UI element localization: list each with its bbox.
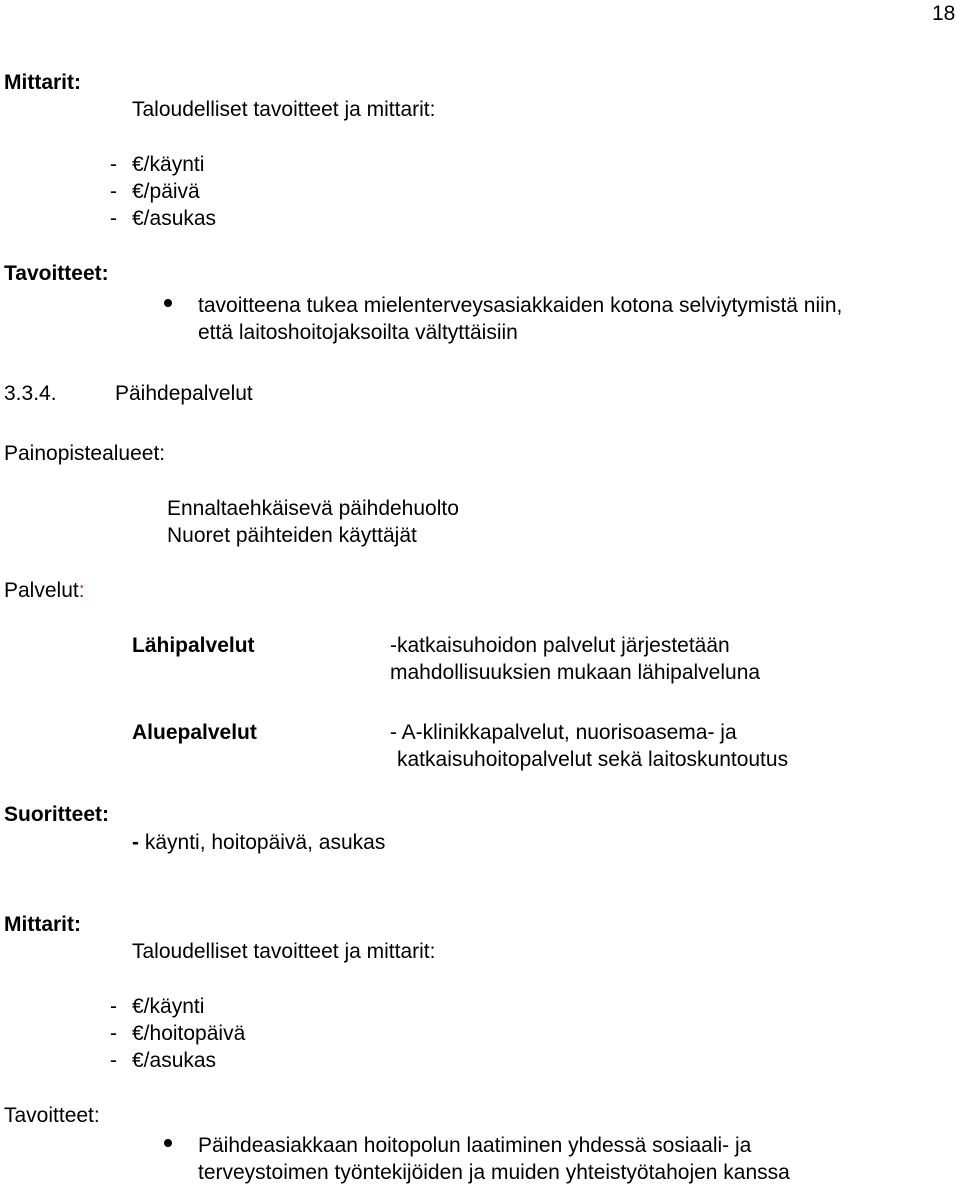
palvelut-label: Palvelut: <box>4 579 85 602</box>
painopiste-label: Painopistealueet: <box>4 442 166 465</box>
tavoitteet-label: Tavoitteet: <box>4 262 109 285</box>
section-number: 3.3.4. <box>4 382 57 405</box>
section-title: Päihdepalvelut <box>115 382 253 405</box>
tavoitteet-text: terveystoimen työntekijöiden ja muiden yhteistyötahojen kanssa <box>198 1161 790 1184</box>
bullet-icon <box>164 299 172 307</box>
mittarit-item: - €/käynti <box>110 995 205 1018</box>
lahipalvelut-text: mahdollisuuksien mukaan lähipalveluna <box>390 661 761 684</box>
lahipalvelut-text: -katkaisuhoidon palvelut järjestetään <box>390 634 730 657</box>
tavoitteet-text: tavoitteena tukea mielenterveysasiakkaiden kotona selviytymistä niin, <box>198 294 843 317</box>
mittarit-item: - €/päivä <box>110 180 200 203</box>
painopiste-item: Nuoret päihteiden käyttäjät <box>167 524 417 547</box>
aluepalvelut-text: - A-klinikkapalvelut, nuorisoasema- ja <box>390 721 737 744</box>
aluepalvelut-label: Aluepalvelut <box>132 721 257 744</box>
mittarit-heading: Taloudelliset tavoitteet ja mittarit: <box>132 940 436 963</box>
mittarit-label: Mittarit: <box>4 71 81 94</box>
tavoitteet-label: Tavoitteet: <box>4 1104 100 1127</box>
page-number: 18 <box>932 2 956 25</box>
tavoitteet-text: että laitoshoitojaksoilta vältyttäisiin <box>198 321 518 344</box>
mittarit-heading: Taloudelliset tavoitteet ja mittarit: <box>132 98 436 121</box>
mittarit-label: Mittarit: <box>4 913 81 936</box>
bullet-icon <box>164 1139 172 1147</box>
painopiste-item: Ennaltaehkäisevä päihdehuolto <box>167 497 459 520</box>
mittarit-item: - €/hoitopäivä <box>110 1022 246 1045</box>
mittarit-item: - €/käynti <box>110 153 205 176</box>
mittarit-item: - €/asukas <box>110 1049 217 1072</box>
suoritteet-label: Suoritteet: <box>4 803 109 826</box>
tavoitteet-text: Päihdeasiakkaan hoitopolun laatiminen yhdessä sosiaali- ja <box>198 1134 752 1157</box>
suoritteet-text: - käynti, hoitopäivä, asukas <box>132 831 386 854</box>
mittarit-item: - €/asukas <box>110 207 217 230</box>
lahipalvelut-label: Lähipalvelut <box>132 634 255 657</box>
aluepalvelut-text: katkaisuhoitopalvelut sekä laitoskuntoutus <box>397 748 789 771</box>
